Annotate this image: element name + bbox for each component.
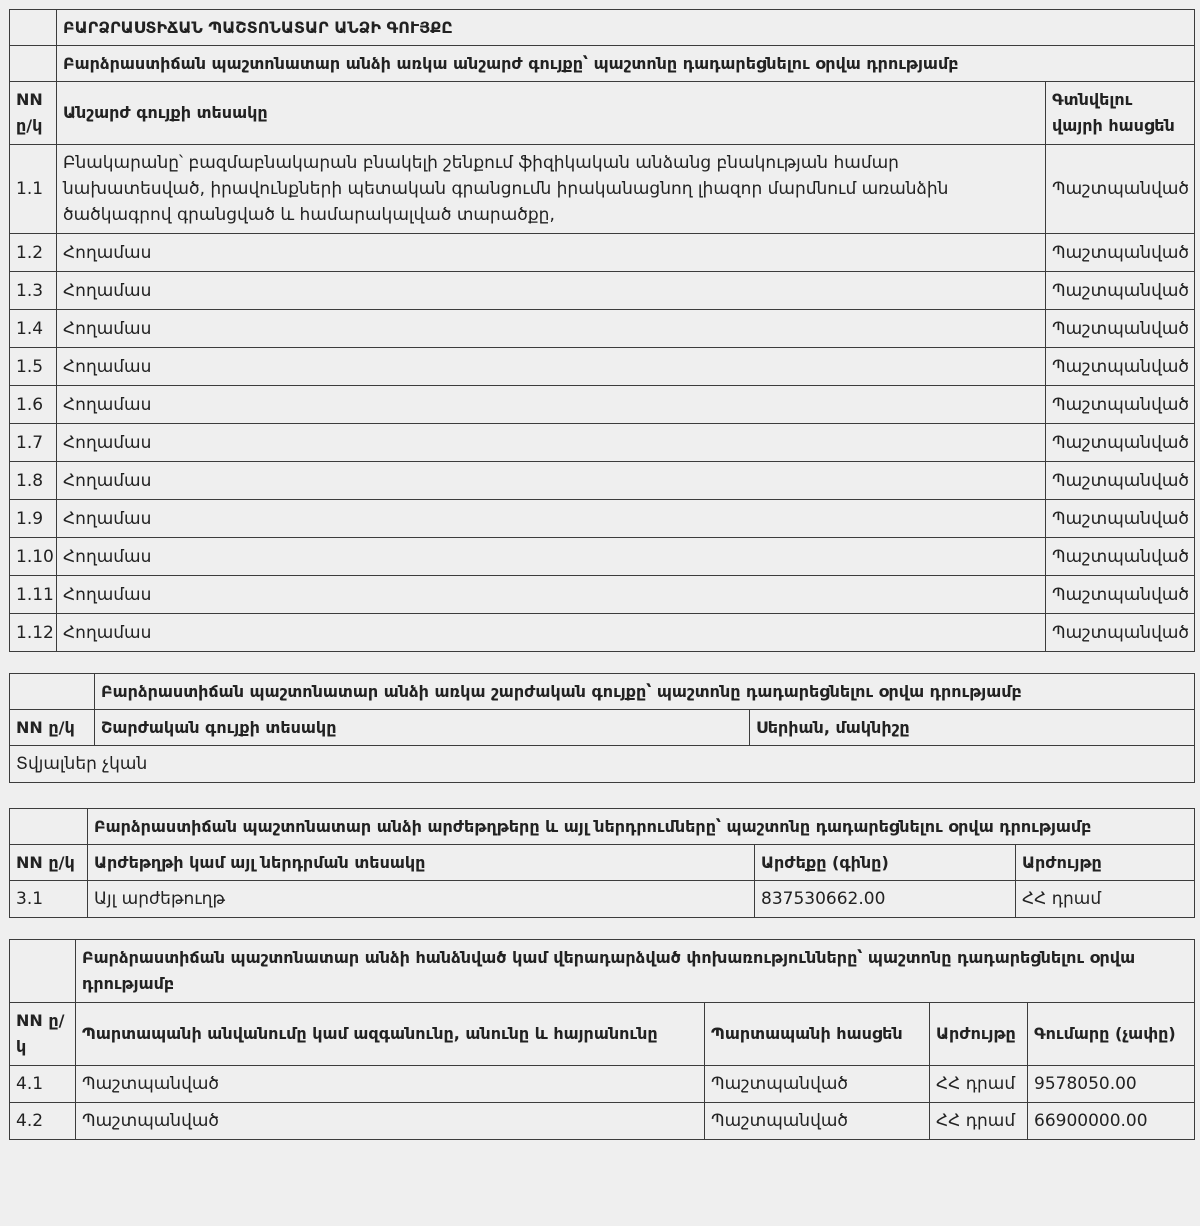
table-row — [10, 1066, 1195, 1103]
loans-subtitle: Բարձրաստիճան պաշտոնատար անձի հանձնված կամ վերադարձված փոխառությունները՝ պաշտոնը դադարեցնելու օրվա դրությամբ — [76, 940, 1195, 1003]
col-header-type: Շարժական գույքի տեսակը — [95, 710, 750, 746]
col-header-number: NN ը/կ — [10, 82, 57, 145]
security-value: 837530662.00 — [755, 881, 1016, 918]
property-address: Պաշտպանված — [1046, 386, 1195, 424]
table-row — [10, 145, 1195, 234]
table-row — [10, 386, 1195, 424]
col-header-type: Արժեթղթի կամ այլ ներդրման տեսակը — [88, 845, 755, 881]
loan-amount: 66900000.00 — [1028, 1103, 1195, 1140]
row-number: 1.3 — [10, 272, 57, 310]
real-estate-table — [9, 9, 1195, 652]
col-header-value: Արժեքը (գինը) — [755, 845, 1016, 881]
property-address: Պաշտպանված — [1046, 500, 1195, 538]
table-row — [10, 614, 1195, 652]
debtor-name: Պաշտպանված — [76, 1066, 705, 1103]
col-header-currency: Արժույթը — [930, 1003, 1028, 1066]
table-row — [10, 272, 1195, 310]
property-address: Պաշտպանված — [1046, 614, 1195, 652]
loans-table — [9, 939, 1195, 1140]
property-type: Հողամաս — [57, 538, 1046, 576]
loan-currency: ՀՀ դրամ — [930, 1103, 1028, 1140]
debtor-name: Պաշտպանված — [76, 1103, 705, 1140]
col-header-type: Անշարժ գույքի տեսակը — [57, 82, 1046, 145]
col-header-number: NN ը/ կ — [10, 1003, 76, 1066]
row-number: 1.6 — [10, 386, 57, 424]
table-row — [10, 538, 1195, 576]
securities-table — [9, 808, 1195, 918]
property-type: Հողամաս — [57, 500, 1046, 538]
security-currency: ՀՀ դրամ — [1016, 881, 1195, 918]
property-address: Պաշտպանված — [1046, 462, 1195, 500]
row-number: 1.8 — [10, 462, 57, 500]
col-header-debtor-name: Պարտապանի անվանումը կամ ազգանունը, անունը և հայրանունը — [76, 1003, 705, 1066]
securities-subtitle: Բարձրաստիճան պաշտոնատար անձի արժեթղթերը և այլ ներդրումները՝ պաշտոնը դադարեցնելու օրվա դրությամբ — [88, 809, 1195, 845]
table-row — [10, 462, 1195, 500]
property-address: Պաշտպանված — [1046, 272, 1195, 310]
security-type: Այլ արժեթուղթ — [88, 881, 755, 918]
col-header-number: NN ը/կ — [10, 845, 88, 881]
col-header-number: NN ը/կ — [10, 710, 95, 746]
table-row — [10, 234, 1195, 272]
row-number: 1.10 — [10, 538, 57, 576]
table-row — [10, 1103, 1195, 1140]
loan-currency: ՀՀ դրամ — [930, 1066, 1028, 1103]
property-address: Պաշտպանված — [1046, 348, 1195, 386]
property-type: Բնակարանը՝ բազմաբնակարան բնակելի շենքում ֆիզիկական անձանց բնակության համար նախատեսված, իրավունքների պետական գրանցումն իրականացնող լիազոր մարմնում առանձին ծածկագրով գրանցված և համարակալված տարածքը, — [57, 145, 1046, 234]
property-address: Պաշտպանված — [1046, 234, 1195, 272]
row-number: 1.9 — [10, 500, 57, 538]
property-type: Հողամաս — [57, 462, 1046, 500]
table-row — [10, 576, 1195, 614]
row-number: 1.1 — [10, 145, 57, 234]
debtor-address: Պաշտպանված — [705, 1066, 930, 1103]
col-header-currency: Արժույթը — [1016, 845, 1195, 881]
property-type: Հողամաս — [57, 386, 1046, 424]
property-type: Հողամաս — [57, 424, 1046, 462]
no-data-text: Տվյալներ չկան — [10, 746, 1195, 783]
real-estate-subtitle: Բարձրաստիճան պաշտոնատար անձի առկա անշարժ գույքը՝ պաշտոնը դադարեցնելու օրվա դրությամբ — [57, 46, 1195, 82]
row-number: 4.2 — [10, 1103, 76, 1140]
property-type: Հողամաս — [57, 310, 1046, 348]
col-header-amount: Գումարը (չափը) — [1028, 1003, 1195, 1066]
row-number: 1.12 — [10, 614, 57, 652]
movable-property-table — [9, 673, 1195, 783]
row-number: 1.11 — [10, 576, 57, 614]
table-row — [10, 500, 1195, 538]
property-address: Պաշտպանված — [1046, 310, 1195, 348]
property-type: Հողամաս — [57, 234, 1046, 272]
table-row — [10, 310, 1195, 348]
col-header-debtor-address: Պարտապանի հասցեն — [705, 1003, 930, 1066]
property-type: Հողամաս — [57, 576, 1046, 614]
property-address: Պաշտպանված — [1046, 576, 1195, 614]
col-header-address: Գտնվելու վայրի հասցեն — [1046, 82, 1195, 145]
property-type: Հողամաս — [57, 272, 1046, 310]
property-address: Պաշտպանված — [1046, 538, 1195, 576]
row-number: 1.7 — [10, 424, 57, 462]
table-row — [10, 424, 1195, 462]
row-number: 1.2 — [10, 234, 57, 272]
property-address: Պաշտպանված — [1046, 424, 1195, 462]
loan-amount: 9578050.00 — [1028, 1066, 1195, 1103]
row-number: 1.5 — [10, 348, 57, 386]
row-number: 1.4 — [10, 310, 57, 348]
table-row — [10, 881, 1195, 918]
property-type: Հողամաս — [57, 348, 1046, 386]
debtor-address: Պաշտպանված — [705, 1103, 930, 1140]
row-number: 3.1 — [10, 881, 88, 918]
property-address: Պաշտպանված — [1046, 145, 1195, 234]
property-section-title: ԲԱՐՁՐԱՍՏԻՃԱՆ ՊԱՇՏՈՆԱՏԱՐ ԱՆՁԻ ԳՈՒՅՔԸ — [57, 10, 1195, 46]
row-number: 4.1 — [10, 1066, 76, 1103]
table-row — [10, 348, 1195, 386]
property-type: Հողամաս — [57, 614, 1046, 652]
col-header-serial: Սերիան, մակնիշը — [750, 710, 1195, 746]
movable-subtitle: Բարձրաստիճան պաշտոնատար անձի առկա շարժական գույքը՝ պաշտոնը դադարեցնելու օրվա դրությամբ — [95, 674, 1195, 710]
